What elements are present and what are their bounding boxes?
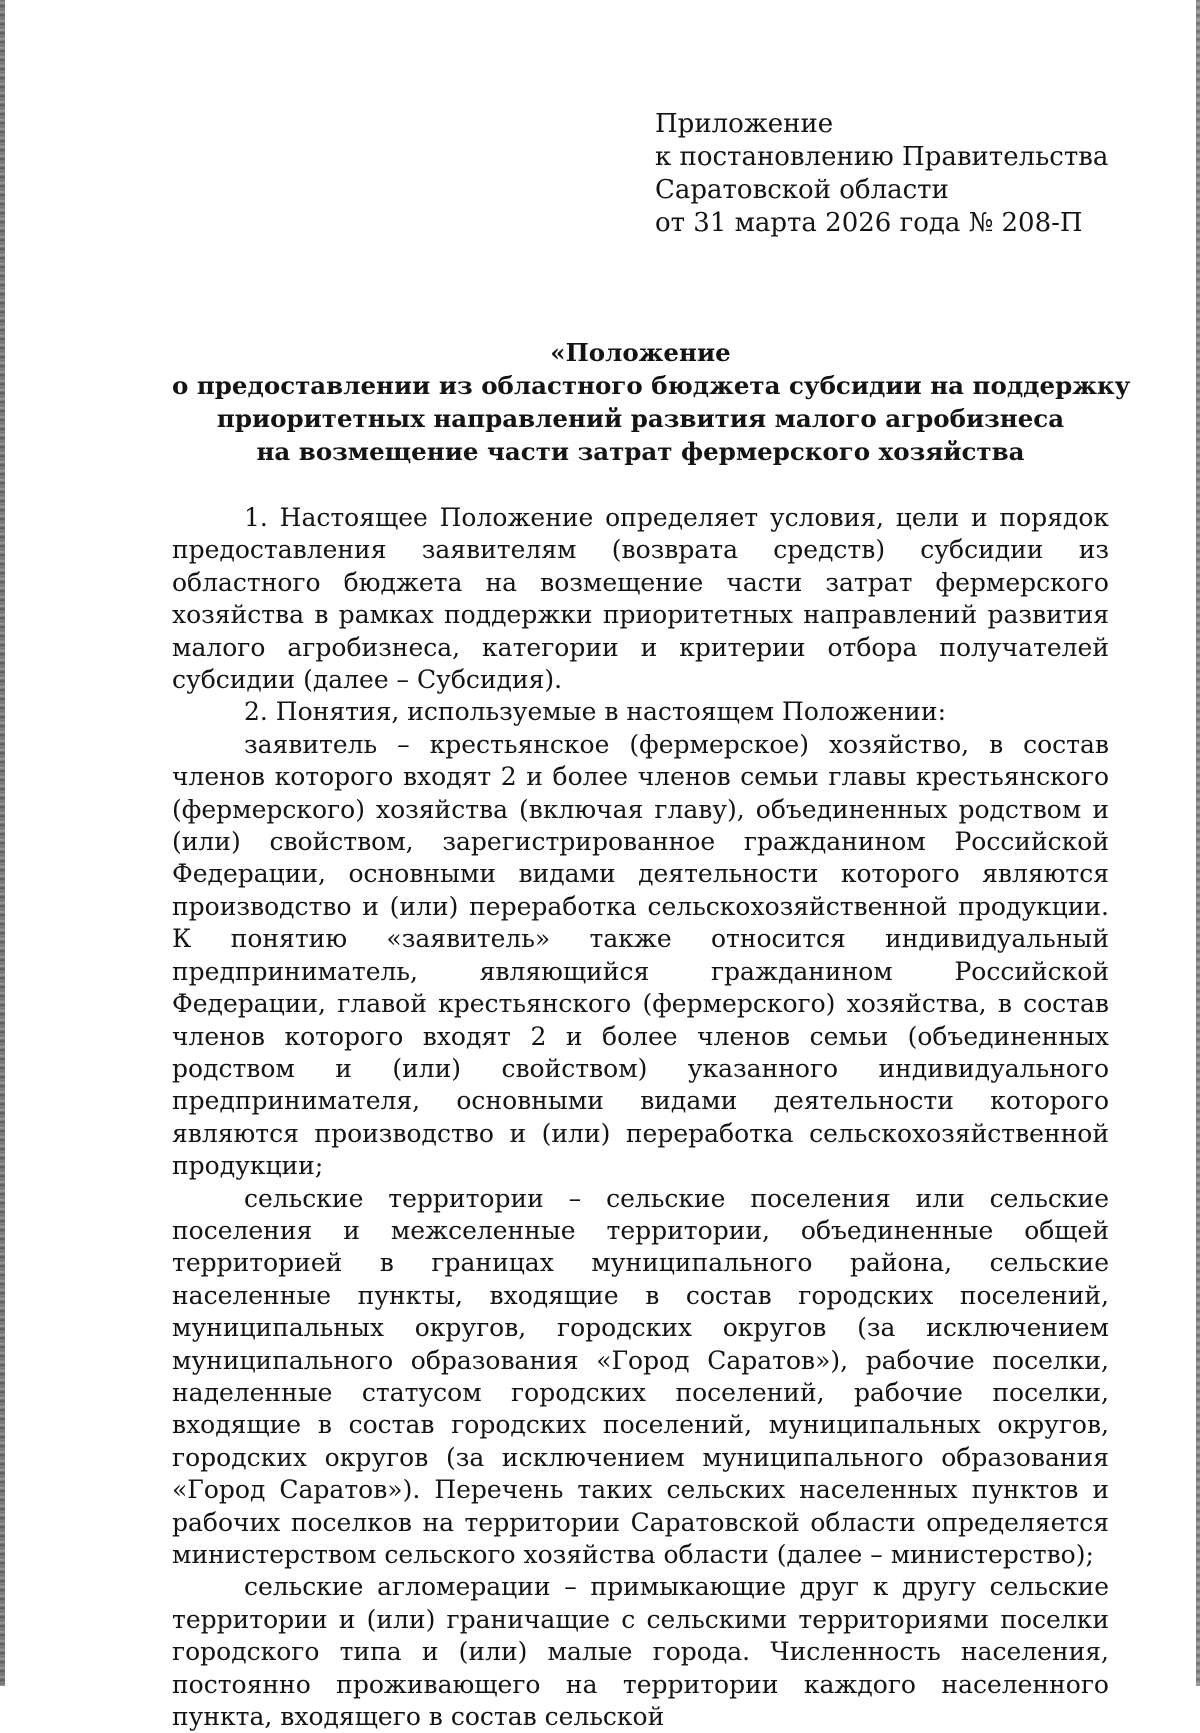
document-body [172,502,1109,1733]
definition-applicant: заявитель – крестьянское (фермерское) хозяйство, в состав членов которого входят 2 и более членов семьи главы крестьянского (фермерского) хозяйства (включая главу), объединенных родством и (или) свойством, зарегистрированное гражданином Российской Федерации, основными видами деятельности которого являются производство и (или) переработка сельскохозяйственной продукции. К понятию «заявитель» также относится индивидуальный предприниматель, являющийся гражданином Российской Федерации, главой крестьянского (фермерского) хозяйства, в состав членов которого входят 2 и более членов семьи (объединенных родством и (или) свойством) указанного индивидуального предпринимателя, основными видами деятельности которого являются производство и (или) переработка сельскохозяйственной продукции; [172,729,1109,1181]
scan-edge-left [0,0,5,1686]
appendix-line: Приложение [655,109,834,139]
title-line: «Положение [550,338,731,367]
definition-rural-territories: сельские территории – сельские поселения или сельские поселения и межселенные территории, объединенные общей территорией в границах муниципального района, сельские населенные пункты, входящие в состав городских поселений, муниципальных округов, городских округов (за исключением муниципального образования «Город Саратов»), рабочие поселки, наделенные статусом городских поселений, рабочие поселки, входящие в состав городских поселений, муниципальных округов, городских округов (за исключением муниципального образования «Город Саратов»). Перечень таких сельских населенных пунктов и рабочих поселков на территории Саратовской области определяется министерством сельского хозяйства области (далее – министерство); [172,1183,1109,1569]
title-line: о предоставлении из областного бюджета субсидии на поддержку [172,371,1131,400]
title-line: на возмещение части затрат фермерского хозяйства [256,437,1025,466]
appendix-line: Саратовской области [655,175,949,205]
paragraph-2: 2. Понятия, используемые в настоящем Положении: [244,697,947,727]
appendix-header [655,108,1125,240]
scan-edge-right [1196,0,1200,1686]
definition-rural-agglomerations: сельские агломерации – примыкающие друг к другу сельские территории и (или) граничащие с сельскими территориями поселки городского типа и (или) малые города. Численность населения, постоянно проживающего на территории каждого населенного пункта, входящего в состав сельской [172,1572,1109,1732]
appendix-line: от 31 марта 2026 года № 208-П [655,208,1083,238]
appendix-line: к постановлению Правительства [655,142,1109,172]
title-line: приоритетных направлений развития малого агробизнеса [216,404,1065,433]
document-title [172,336,1131,468]
paragraph-1: 1. Настоящее Положение определяет условия, цели и порядок предоставления заявителям (возврата средств) субсидии из областного бюджета на возмещение части затрат фермерского хозяйства в рамках поддержки приоритетных направлений развития малого агробизнеса, категории и критерии отбора получателей субсидии (далее – Субсидия). [172,503,1109,695]
